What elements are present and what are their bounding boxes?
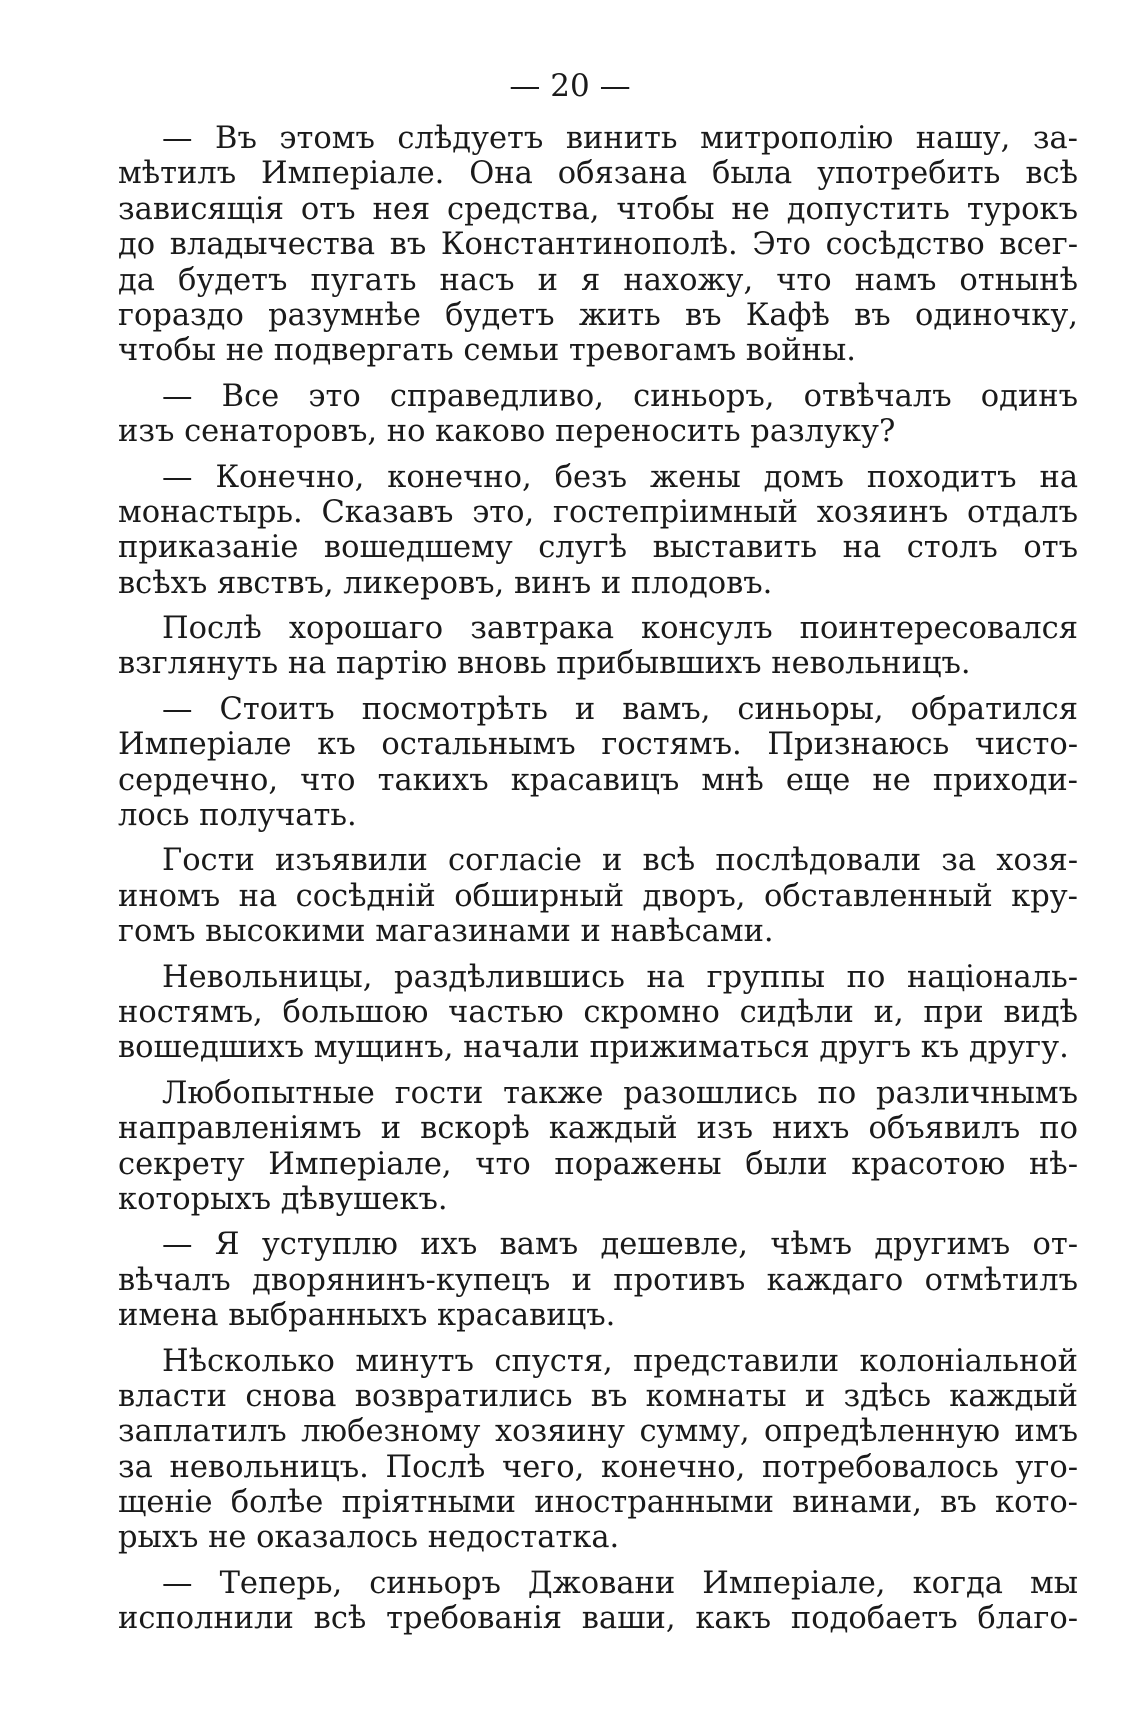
text-line: да будетъ пугать насъ и я нахожу, что намъ отнынѣ <box>118 262 1078 298</box>
text-line: — Все это справедливо, синьоръ, отвѣчалъ одинъ <box>162 378 1078 414</box>
text-line: рыхъ не оказалось недостатка. <box>118 1520 620 1556</box>
paragraph <box>118 843 1078 949</box>
text-line: — Въ этомъ слѣдуетъ винить митрополію нашу, за- <box>162 121 1078 156</box>
paragraph <box>118 1076 1078 1218</box>
text-line: иномъ на сосѣдній обширный дворъ, обставленный кру- <box>118 878 1078 914</box>
text-line: сердечно, что такихъ красавицъ мнѣ еще не приходи- <box>118 762 1078 798</box>
text-line: исполнили всѣ требованія ваши, какъ подобаетъ благо- <box>118 1601 1078 1637</box>
text-line: зависящія отъ нея средства, чтобы не допустить турокъ <box>118 191 1078 227</box>
text-line: Гости изъявили согласіе и всѣ послѣдовали за хозя- <box>162 843 1078 879</box>
page-number: — 20 — <box>509 68 631 104</box>
text-line: — Конечно, конечно, безъ жены домъ походитъ на <box>162 459 1078 495</box>
text-line: всѣхъ явствъ, ликеровъ, винъ и плодовъ. <box>118 565 773 601</box>
text-line: до владычества въ Константинополѣ. Это сосѣдство всег- <box>118 227 1078 263</box>
text-line: Невольницы, раздѣлившись на группы по національ- <box>162 959 1078 995</box>
text-line: вѣчалъ дворянинъ-купецъ и противъ каждаго отмѣтилъ <box>118 1262 1078 1298</box>
text-line: за невольницъ. Послѣ чего, конечно, потребовалось уго- <box>118 1449 1078 1485</box>
paragraph <box>118 1566 1078 1637</box>
text-line: ностямъ, большою частью скромно сидѣли и, при видѣ <box>118 994 1078 1030</box>
text-line: Любопытные гости также разошлись по различнымъ <box>162 1075 1078 1111</box>
text-line: гораздо разумнѣе будетъ жить въ Кафѣ въ одиночку, <box>118 297 1078 333</box>
paragraph <box>118 960 1078 1066</box>
text-line: взглянуть на партію вновь прибывшихъ невольницъ. <box>118 646 971 682</box>
text-line: гомъ высокими магазинами и навѣсами. <box>118 914 774 950</box>
text-line: щеніе болѣе пріятными иностранными винами, въ кото- <box>118 1485 1078 1521</box>
text-line: вошедшихъ мущинъ, начали прижиматься другъ къ другу. <box>118 1030 1069 1066</box>
text-line: — Теперь, синьоръ Джовани Имперіале, когда мы <box>162 1565 1078 1601</box>
paragraph <box>118 1344 1078 1556</box>
text-line: монастырь. Сказавъ это, гостепріимный хозяинъ отдалъ <box>118 494 1078 530</box>
text-line: Послѣ хорошаго завтрака консулъ поинтересовался <box>162 611 1078 647</box>
text-line: заплатилъ любезному хозяину сумму, опредѣленную имъ <box>118 1414 1078 1450</box>
text-line: чтобы не подвергать семьи тревогамъ войны. <box>118 333 856 369</box>
text-line: приказаніе вошедшему слугѣ выставить на столъ отъ <box>118 530 1078 566</box>
body-text <box>118 121 1078 1647</box>
text-line: лось получать. <box>118 798 357 834</box>
paragraph <box>118 460 1078 602</box>
text-line: Имперіале къ остальнымъ гостямъ. Признаюсь чисто- <box>118 727 1078 763</box>
text-line: — Стоитъ посмотрѣть и вамъ, синьоры, обратился <box>162 691 1078 727</box>
paragraph <box>118 1227 1078 1333</box>
text-line: власти снова возвратились въ комнаты и здѣсь каждый <box>118 1378 1078 1414</box>
text-line: секрету Имперіале, что поражены были красотою нѣ- <box>118 1146 1078 1182</box>
paragraph <box>118 379 1078 450</box>
paragraph <box>118 611 1078 682</box>
text-line: имена выбранныхъ красавицъ. <box>118 1298 616 1334</box>
paragraph <box>118 121 1078 369</box>
text-line: Нѣсколько минутъ спустя, представили колоніальной <box>162 1343 1078 1379</box>
text-line: изъ сенаторовъ, но каково переносить разлуку? <box>118 414 896 450</box>
text-line: которыхъ дѣвушекъ. <box>118 1181 448 1217</box>
text-line: — Я уступлю ихъ вамъ дешевле, чѣмъ другимъ от- <box>162 1227 1078 1263</box>
paragraph <box>118 692 1078 834</box>
text-line: направленіямъ и вскорѣ каждый изъ нихъ объявилъ по <box>118 1111 1078 1147</box>
text-line: мѣтилъ Имперіале. Она обязана была употребить всѣ <box>118 156 1078 192</box>
